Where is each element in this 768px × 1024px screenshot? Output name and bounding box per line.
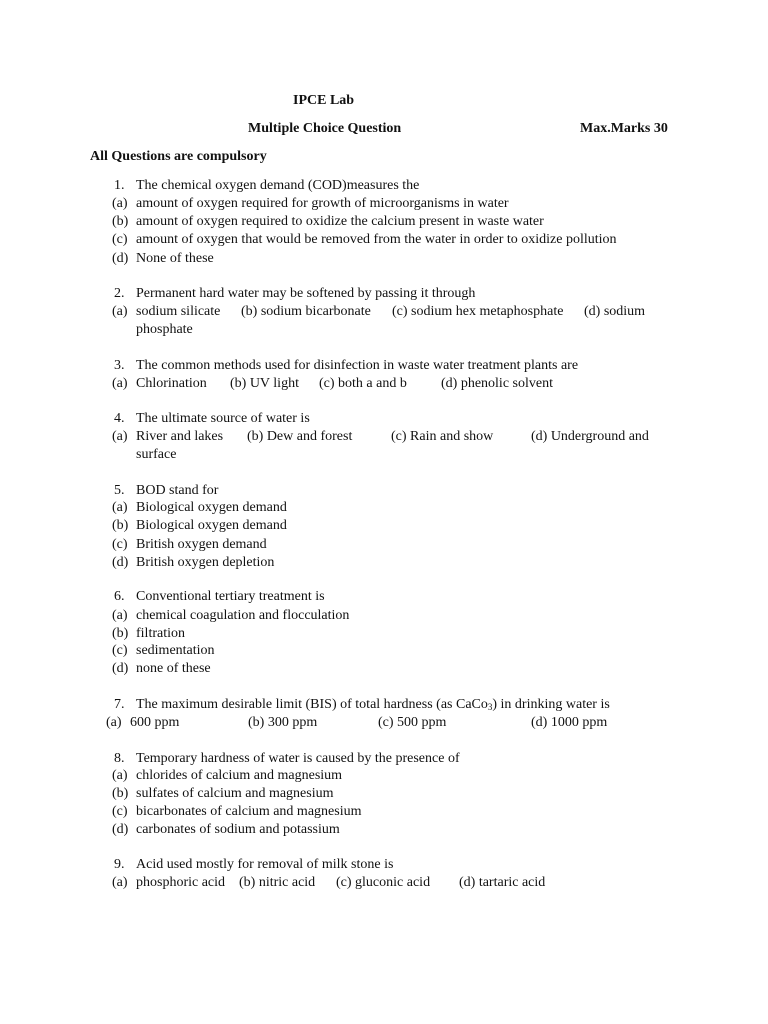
option-a: Chlorination bbox=[136, 376, 207, 391]
option-d: (d) sodium bbox=[584, 304, 646, 319]
page-title: IPCE Lab bbox=[293, 93, 355, 108]
question-text: Acid used mostly for removal of milk stone is bbox=[136, 857, 394, 872]
option-d-continued: surface bbox=[136, 447, 177, 462]
option-b: (b) sodium bicarbonate bbox=[241, 304, 371, 319]
option-label: (a) bbox=[112, 376, 128, 391]
option-c: (c) sodium hex metaphosphate bbox=[392, 304, 564, 319]
option-label: (a) bbox=[112, 196, 128, 211]
option-b: (b) Dew and forest bbox=[247, 429, 353, 444]
question-text: The common methods used for disinfection in waste water treatment plants are bbox=[136, 358, 579, 373]
option-label: (a) bbox=[112, 429, 128, 444]
option-label: (a) bbox=[112, 608, 128, 623]
option-label: (d) bbox=[112, 251, 129, 266]
option-d: None of these bbox=[136, 251, 214, 266]
question-number: 1. bbox=[114, 178, 125, 193]
question-text: Permanent hard water may be softened by passing it through bbox=[136, 286, 476, 301]
option-label: (d) bbox=[112, 555, 129, 570]
question-text: The chemical oxygen demand (COD)measures the bbox=[136, 178, 420, 193]
question-number: 7. bbox=[114, 697, 125, 712]
option-d: (d) 1000 ppm bbox=[531, 715, 608, 730]
option-label: (b) bbox=[112, 518, 129, 533]
option-label: (b) bbox=[112, 786, 129, 801]
option-label: (d) bbox=[112, 661, 129, 676]
option-b: Biological oxygen demand bbox=[136, 518, 287, 533]
option-label: (c) bbox=[112, 804, 128, 819]
option-a: amount of oxygen required for growth of microorganisms in water bbox=[136, 196, 509, 211]
question-number: 5. bbox=[114, 483, 125, 498]
option-a: Biological oxygen demand bbox=[136, 500, 287, 515]
question-number: 6. bbox=[114, 589, 125, 604]
option-a: chlorides of calcium and magnesium bbox=[136, 768, 343, 783]
option-c: (c) Rain and show bbox=[391, 429, 494, 444]
option-label: (d) bbox=[112, 822, 129, 837]
question-text: Conventional tertiary treatment is bbox=[136, 589, 325, 604]
question-number: 8. bbox=[114, 751, 125, 766]
question-text: The ultimate source of water is bbox=[136, 411, 310, 426]
option-d-continued: phosphate bbox=[136, 322, 193, 337]
option-d: British oxygen depletion bbox=[136, 555, 275, 570]
question-number: 2. bbox=[114, 286, 125, 301]
option-d: (d) phenolic solvent bbox=[441, 376, 553, 391]
option-b: (b) 300 ppm bbox=[248, 715, 318, 730]
option-a: River and lakes bbox=[136, 429, 224, 444]
question-number: 9. bbox=[114, 857, 125, 872]
option-c: bicarbonates of calcium and magnesium bbox=[136, 804, 362, 819]
option-a: chemical coagulation and flocculation bbox=[136, 608, 350, 623]
option-b: sulfates of calcium and magnesium bbox=[136, 786, 334, 801]
option-c: British oxygen demand bbox=[136, 537, 267, 552]
option-b: (b) UV light bbox=[230, 376, 299, 391]
option-c: amount of oxygen that would be removed from the water in order to oxidize pollution bbox=[136, 232, 617, 247]
option-label: (b) bbox=[112, 214, 129, 229]
question-text: The maximum desirable limit (BIS) of total hardness (as CaCo$_3$) in drinking water is bbox=[136, 697, 610, 712]
option-c: sedimentation bbox=[136, 643, 215, 658]
option-b: amount of oxygen required to oxidize the calcium present in waste water bbox=[136, 214, 544, 229]
question-text: Temporary hardness of water is caused by the presence of bbox=[136, 751, 460, 766]
question-number: 3. bbox=[114, 358, 125, 373]
option-b: (b) nitric acid bbox=[239, 875, 316, 890]
question-number: 4. bbox=[114, 411, 125, 426]
option-label: (a) bbox=[112, 875, 128, 890]
option-label: (b) bbox=[112, 626, 129, 641]
option-c: (c) both a and b bbox=[319, 376, 407, 391]
question-text: BOD stand for bbox=[136, 483, 219, 498]
option-label: (a) bbox=[106, 715, 122, 730]
page-subtitle: Multiple Choice Question bbox=[248, 121, 402, 136]
option-d: carbonates of sodium and potassium bbox=[136, 822, 340, 837]
option-d: none of these bbox=[136, 661, 211, 676]
option-label: (a) bbox=[112, 768, 128, 783]
option-c: (c) 500 ppm bbox=[378, 715, 447, 730]
option-label: (a) bbox=[112, 500, 128, 515]
max-marks: Max.Marks 30 bbox=[580, 121, 668, 136]
option-label: (a) bbox=[112, 304, 128, 319]
option-a: 600 ppm bbox=[130, 715, 180, 730]
option-d: (d) Underground and bbox=[531, 429, 649, 444]
option-a: sodium silicate bbox=[136, 304, 221, 319]
option-b: filtration bbox=[136, 626, 185, 641]
option-label: (c) bbox=[112, 232, 128, 247]
option-c: (c) gluconic acid bbox=[336, 875, 431, 890]
option-label: (c) bbox=[112, 643, 128, 658]
instruction: All Questions are compulsory bbox=[90, 149, 267, 164]
option-label: (c) bbox=[112, 537, 128, 552]
option-a: phosphoric acid bbox=[136, 875, 226, 890]
option-d: (d) tartaric acid bbox=[459, 875, 546, 890]
